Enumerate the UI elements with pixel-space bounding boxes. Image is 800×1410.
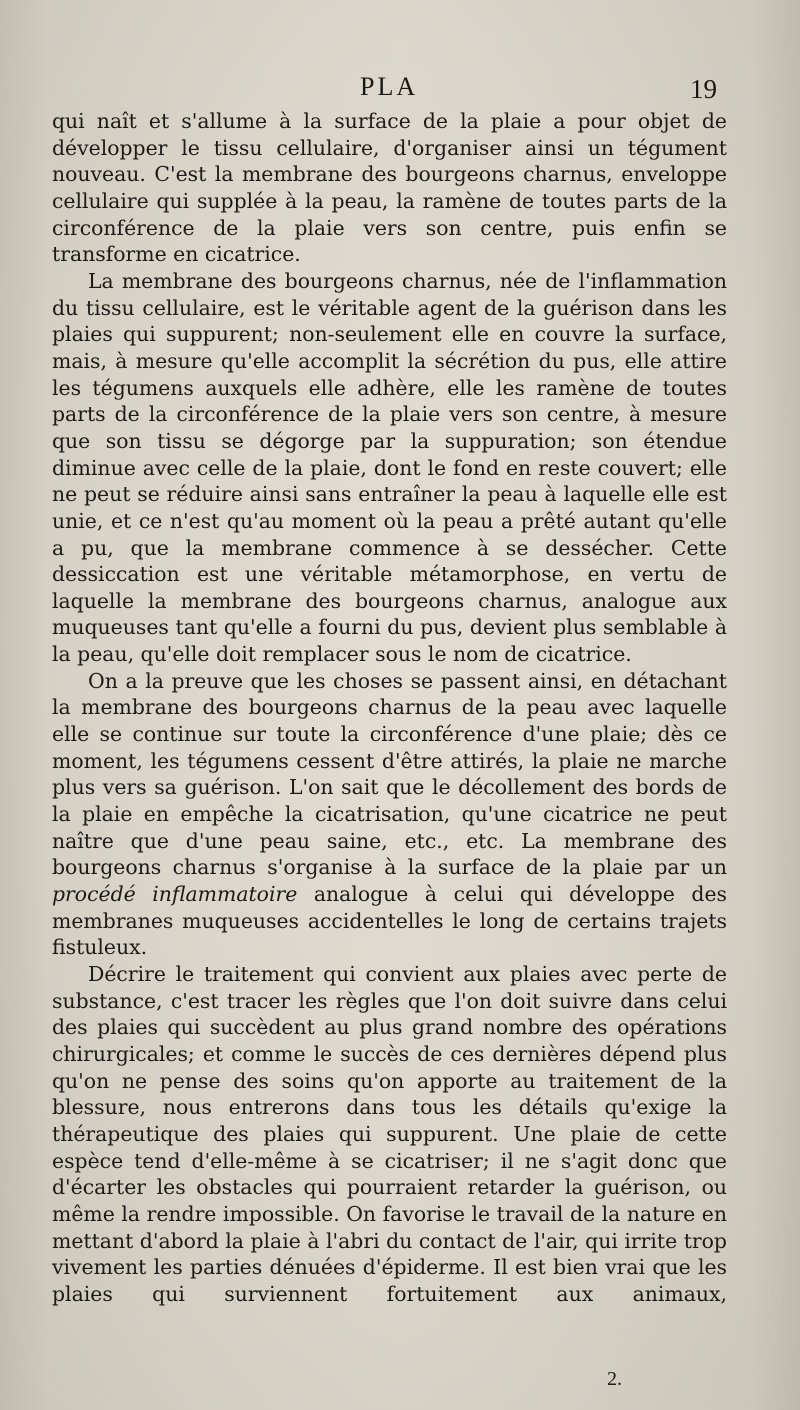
paragraph-1: qui naît et s'allume à la surface de la plaie a pour objet de développer le tissu cellulaire, d'organiser ainsi un tégument nouveau. C'est la membrane des bourgeons charnus, enveloppe cellulaire qui supplée à la peau, la ramène de toutes parts de la circonférence de la plaie vers son centre, puis enfin se transforme en cicatrice. bbox=[52, 109, 727, 267]
paragraph-4: Décrire le traitement qui convient aux plaies avec perte de substance, c'est tracer les règles que l'on doit suivre dans celui des plaies qui succèdent au plus grand nombre des opérations chirurgicales; et comme le succès de ces dernières dépend plus qu'on ne pense des soins qu'on apporte au traitement de la blessure, nous entrerons dans tous les détails qu'exige la thérapeutique des plaies qui suppurent. Une plaie de cette espèce tend d'elle-même à se cicatriser; il ne s'agit donc que d'écarter les obstacles qui pourraient retarder la guérison, ou même la rendre impossible. On favorise le travail de la nature en mettant d'abord la plaie à l'abri du contact de l'air, qui irrite trop vivement les parties dénuées d'épiderme. Il est bien vrai que les plaies qui surviennent fortuitement aux animaux, bbox=[52, 962, 727, 1306]
body-text bbox=[52, 108, 727, 1308]
running-head bbox=[0, 72, 800, 108]
paragraph-3-text-after: analogue à celui qui développe des membranes muqueuses accidentelles le long de certains trajets fistuleux. bbox=[52, 882, 727, 960]
paragraph-3 bbox=[52, 668, 727, 961]
paragraph-2: La membrane des bourgeons charnus, née de l'inflammation du tissu cellulaire, est le véritable agent de la guérison dans les plaies qui suppurent; non-seulement elle en couvre la surface, mais, à mesure qu'elle accomplit la sécrétion du pus, elle attire les tégumens auxquels elle adhère, elle les ramène de toutes parts de la circonférence de la plaie vers son centre, à mesure que son tissu se dégorge par la suppuration; son étendue diminue avec celle de la plaie, dont le fond en reste couvert; elle ne peut se réduire ainsi sans entraîner la peau à laquelle elle est unie, et ce n'est qu'au moment où la peau a prêté autant qu'elle a pu, que la membrane commence à se dessécher. Cette dessiccation est une véritable métamorphose, en vertu de laquelle la membrane des bourgeons charnus, analogue aux muqueuses tant qu'elle a fourni du pus, devient plus semblable à la peau, qu'elle doit remplacer sous le nom de cicatrice. bbox=[52, 268, 727, 667]
running-title: PLA bbox=[360, 72, 419, 101]
paragraph-3-text-before: On a la preuve que les choses se passent ainsi, en détachant la membrane des bourgeons charnus de la peau avec laquelle elle se continue sur toute la circonférence d'une plaie; dès ce moment, les tégumens cessent d'être attirés, la plaie ne marche plus vers sa guérison. L'on sait que le décollement des bords de la plaie en empêche la cicatrisation, qu'une cicatrice ne peut naître que d'une peau saine, etc., etc. La membrane des bourgeons charnus s'organise à la surface de la plaie par un bbox=[52, 668, 727, 880]
emphasis-procede-inflammatoire: procédé inflammatoire bbox=[52, 882, 298, 907]
page-number: 19 bbox=[690, 74, 717, 104]
signature-mark: 2. bbox=[607, 1368, 622, 1390]
